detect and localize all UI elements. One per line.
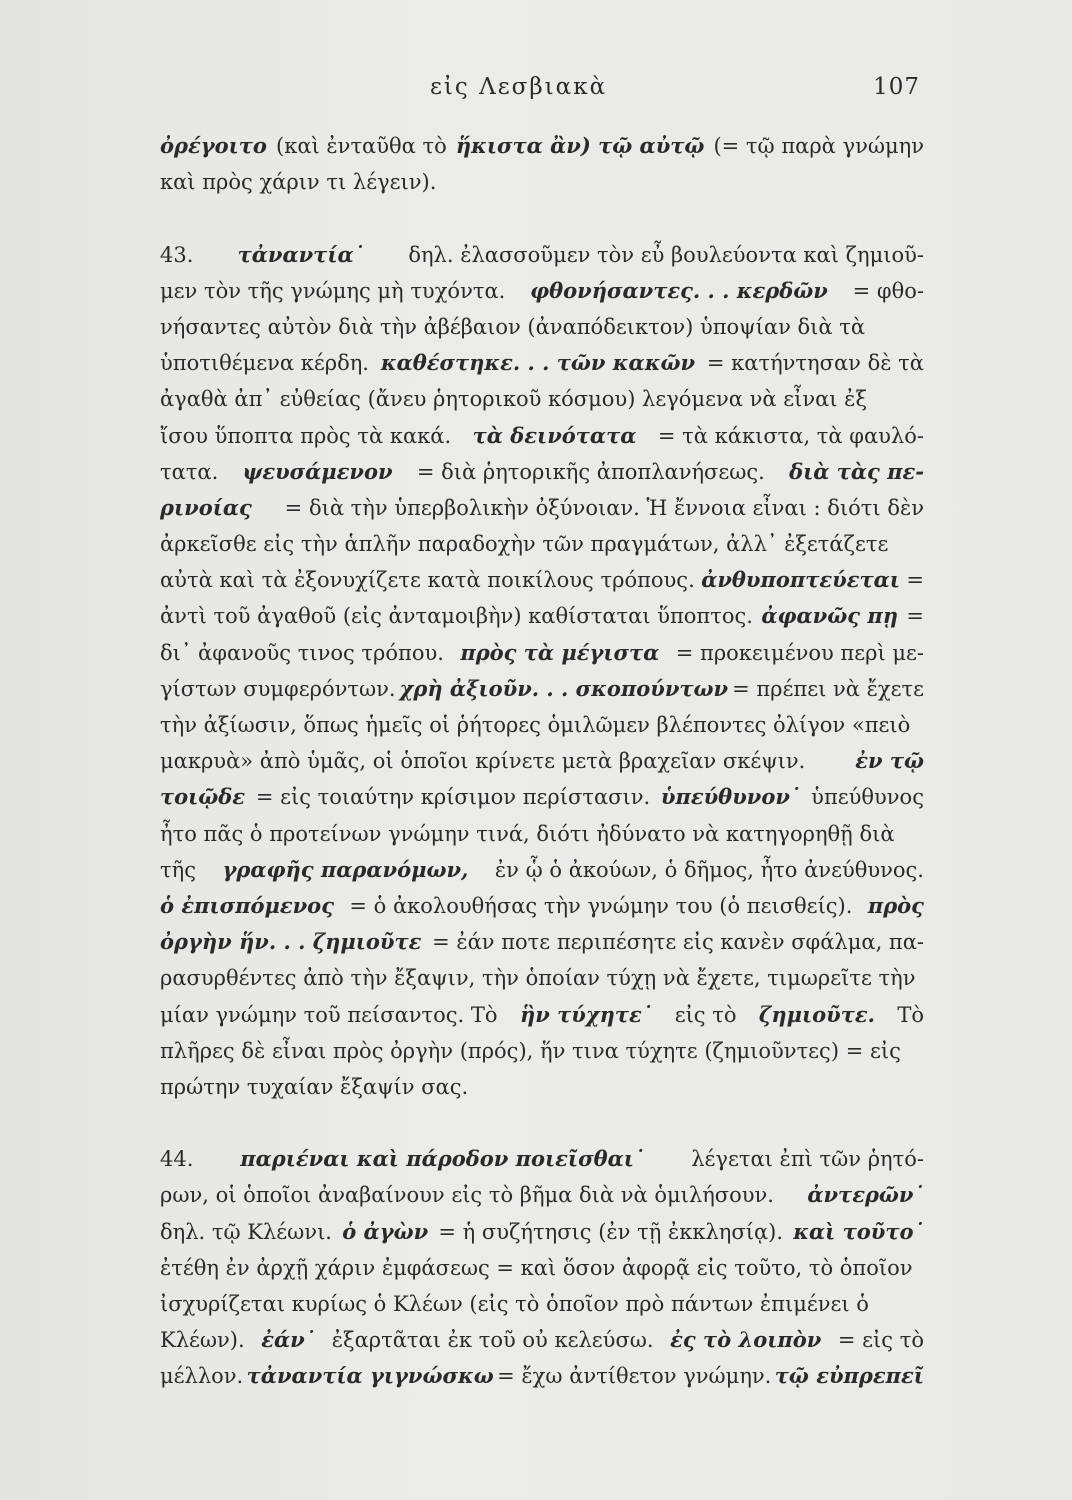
gloss: (= τῷ παρὰ γνώμην [713,134,924,158]
lemma: ψευσάμενον [242,458,393,484]
lemma: τὰ δεινότατα [472,422,637,448]
lemma: πρὸς τὰ μέγιστα [460,639,660,665]
text-line [160,128,924,164]
gloss: = τὰ κάκιστα, τὰ φαυλό- [657,423,924,448]
text-line [160,1358,924,1394]
text-line [160,1033,924,1069]
gloss: = εἰς τὸ [837,1328,924,1353]
gloss: (καὶ ἐνταῦθα τὸ [276,134,447,158]
commentary-text [160,128,924,1395]
text-line [160,1141,924,1177]
gloss: εἰς τὸ [674,1002,737,1027]
gloss: = διὰ ῥητορικῆς ἀποπλανήσεως. [416,459,765,484]
text-line [160,1214,924,1250]
gloss: μίαν γνώμην τοῦ πείσαντος. Τὸ [160,1002,498,1027]
lemma: ἐν τῷ [855,748,924,774]
lemma: τἀναντία γιγνώσκω [246,1363,494,1389]
gloss: πρώτην τυχαίαν ἔξαψίν σας. [160,1074,469,1099]
lemma: ὀρέγοιτο [160,133,267,158]
gloss: δηλ. τῷ Κλέωνι. [160,1219,332,1244]
lemma: ὁ ἐπισπόμενος [160,892,334,918]
lemma: καθέστηκε. . . τῶν κακῶν [380,350,696,376]
text-line [160,1069,924,1105]
lemma: διὰ τὰς πε- [789,458,924,484]
gloss: ἦτο πᾶς ὁ προτείνων γνώμην τινά, διότι ἠδύνατο νὰ κατηγορηθῇ διὰ [160,821,895,846]
lemma: τοιῷδε [160,784,246,810]
text-line [160,743,924,779]
text-line [160,888,924,924]
gloss: ὑπεύθυνος [811,785,924,810]
gloss: ἀντὶ τοῦ ἀγαθοῦ (εἰς ἀνταμοιβὴν) καθίσταται ὕποπτος. [160,604,753,629]
lemma: γραφῆς παρανόμων, [222,856,469,882]
gloss: νήσαντες αὐτὸν διὰ τὴν ἀβέβαιον (ἀναπόδεικτον) ὑποψίαν διὰ τὰ [160,314,866,339]
text-line [160,273,924,309]
lemma: ὁ ἀγὼν [342,1218,429,1244]
text-line [160,707,924,743]
gloss: δι᾽ ἀφανοῦς τινος τρόπου. [160,640,444,665]
gloss: ἐξαρτᾶται ἐκ τοῦ οὐ κελεύσω. [331,1328,654,1353]
lemma: ρινοίας [160,494,252,520]
gloss: 43. [160,242,194,267]
gloss: Κλέων). [160,1328,245,1353]
paragraph-gap [160,200,924,236]
gloss: = διὰ τὴν ὑπερβολικὴν ὀξύνοιαν. Ἡ ἔννοια εἶναι : διότι δὲν [284,495,924,520]
gloss: = ἐάν ποτε περιπέσητε εἰς κανὲν σφάλμα, πα- [432,930,924,955]
page-number: 107 [873,74,920,100]
text-line [160,454,924,490]
lemma: ἀνθυποπτεύεται [701,567,900,593]
gloss: 44. [160,1147,194,1172]
lemma: ἣν τύχητε˙ [519,1001,653,1027]
lemma: ἥκιστα ἂν) τῷ αὐτῷ [455,133,705,158]
paragraph-gap [160,1105,924,1141]
gloss: μακρυὰ» ἀπὸ ὑμᾶς, οἱ ὁποῖοι κρίνετε μετὰ βραχεῖαν σκέψιν. [160,749,806,774]
gloss: = [906,568,924,593]
gloss: ρασυρθέντες ἀπὸ τὴν ἔξαψιν, τὴν ὁποίαν τύχῃ νὰ ἔχετε, τιμωρεῖτε τὴν [160,966,916,991]
gloss: = κατήντησαν δὲ τὰ [706,351,924,376]
text-line [160,164,924,200]
text-line [160,381,924,417]
gloss: = προκειμένου περὶ με- [675,640,924,665]
gloss: πλῆρες δὲ εἶναι πρὸς ὀργὴν (πρός), ἥν τινα τύχητε (ζημιοῦντες) = εἰς [160,1038,901,1063]
text-line [160,345,924,381]
lemma: τῷ εὐπρεπεῖ [774,1363,924,1389]
gloss: ἴσου ὕποπτα πρὸς τὰ κακά. [160,423,452,448]
text-line [160,490,924,526]
lemma: ἐς τὸ λοιπὸν [670,1327,822,1353]
text-line [160,562,924,598]
lemma: χρὴ ἀξιοῦν. . . σκοπούντων [399,675,729,701]
text-line [160,816,924,852]
text-line [160,526,924,562]
gloss: αὐτὰ καὶ τὰ ἐξονυχίζετε κατὰ ποικίλους τρόπους. [160,568,695,593]
gloss: λέγεται ἐπὶ τῶν ῥητό- [691,1147,924,1172]
running-head: εἰς Λεσβιακὰ [430,74,608,100]
gloss: = ἔχω ἀντίθετον γνώμην. [497,1364,772,1389]
gloss: τὴν ἀξίωσιν, ὅπως ἡμεῖς οἱ ῥήτορες ὁμιλῶμεν βλέποντες ὀλίγον «πειὸ [160,713,911,737]
gloss: = ἡ συζήτησις (ἐν τῇ ἐκκλησίᾳ). [438,1219,784,1244]
gloss: ὑποτιθέμενα κέρδη. [160,351,369,376]
gloss: ἀγαθὰ ἀπ᾽ εὐθείας (ἄνευ ῥητορικοῦ κόσμου) λεγόμενα νὰ εἶναι ἐξ [160,387,868,412]
gloss: ἀρκεῖσθε εἰς τὴν ἁπλῆν παραδοχὴν τῶν πραγμάτων, ἀλλ᾽ ἐξετάζετε [160,532,889,557]
lemma: τἀναντία˙ [237,241,365,267]
lemma: ζημιοῦτε. [758,1001,875,1027]
text-line [160,418,924,454]
text-line [160,671,924,707]
lemma: καὶ τοῦτο˙ [793,1218,924,1244]
gloss: = πρέπει νὰ ἔχετε [732,676,924,701]
lemma: φθονήσαντες. . . κερδῶν [530,277,828,303]
lemma: ὀργὴν ἥν. . . ζημιοῦτε [160,929,422,955]
gloss: = φθο- [852,278,924,303]
gloss: = [906,604,924,629]
lemma: ἐάν˙ [261,1327,316,1353]
gloss: = εἰς τοιαύτην κρίσιμον περίστασιν. [255,785,651,810]
gloss: ἐτέθη ἐν ἀρχῇ χάριν ἐμφάσεως = καὶ ὅσον ἀφορᾷ εἰς τοῦτο, τὸ ὁποῖον [160,1255,913,1280]
text-line [160,635,924,671]
gloss: μεν τὸν τῆς γνώμης μὴ τυχόντα. [160,278,506,303]
text-line [160,237,924,273]
gloss: τατα. [160,459,219,484]
lemma: παριέναι καὶ πάροδον ποιεῖσθαι˙ [240,1146,645,1172]
gloss: γίστων συμφερόντων. [160,676,396,701]
lemma: ἀφανῶς πῃ [761,603,898,629]
text-line [160,960,924,996]
text-line [160,852,924,888]
gloss: μέλλον. [160,1364,244,1389]
text-line [160,309,924,345]
text-line [160,779,924,815]
lemma: πρὸς [867,892,924,918]
text-line [160,997,924,1033]
gloss: καὶ πρὸς χάριν τι λέγειν). [160,170,437,195]
gloss: δηλ. ἐλασσοῦμεν τὸν εὖ βουλεύοντα καὶ ζημιοῦ- [408,242,924,267]
gloss: τῆς [160,857,196,882]
gloss: ρων, οἱ ὁποῖοι ἀναβαίνουν εἰς τὸ βῆμα διὰ νὰ ὁμιλήσουν. [160,1183,774,1208]
text-line [160,598,924,634]
page-header [160,70,920,110]
gloss: ἐν ᾧ ὁ ἀκούων, ὁ δῆμος, ἦτο ἀνεύθυνος. [494,857,924,882]
gloss: Τὸ [897,1002,924,1027]
lemma: ἀντερῶν˙ [807,1182,924,1208]
text-line [160,1250,924,1286]
lemma: ὑπεύθυνον˙ [660,784,801,810]
text-line [160,1322,924,1358]
text-line [160,1177,924,1213]
gloss: = ὁ ἀκολουθήσας τὴν γνώμην του (ὁ πεισθείς). [349,893,853,918]
text-line [160,924,924,960]
gloss: ἰσχυρίζεται κυρίως ὁ Κλέων (εἰς τὸ ὁποῖον πρὸ πάντων ἐπιμένει ὁ [160,1292,869,1316]
text-line [160,1286,924,1322]
